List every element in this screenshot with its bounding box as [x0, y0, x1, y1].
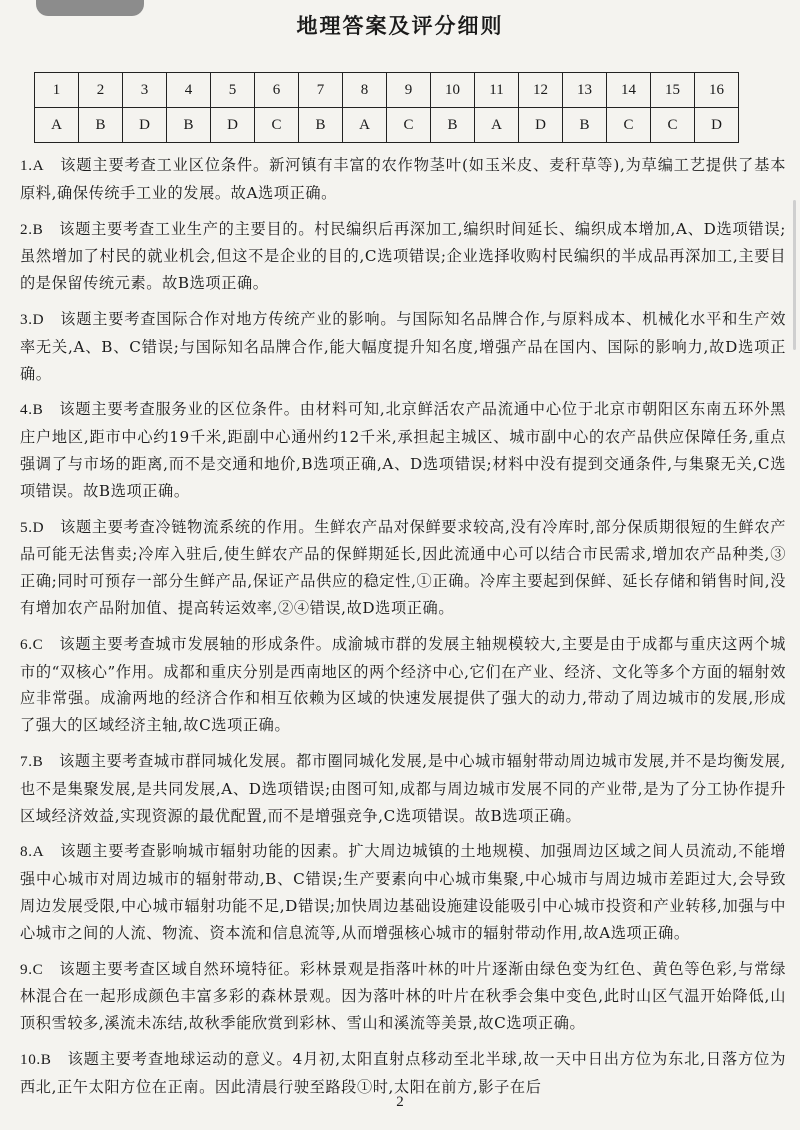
answer-cell: A — [475, 108, 519, 143]
answer-cell: C — [387, 108, 431, 143]
answer-row — [35, 108, 739, 143]
answer-item — [20, 748, 786, 829]
question-number-cell: 11 — [475, 73, 519, 108]
question-number-cell: 7 — [299, 73, 343, 108]
answer-cell: D — [211, 108, 255, 143]
answer-cell: B — [431, 108, 475, 143]
answer-cell: A — [343, 108, 387, 143]
answer-cell: C — [607, 108, 651, 143]
answer-cell: B — [299, 108, 343, 143]
answer-item — [20, 1046, 786, 1101]
page-title: 地理答案及评分细则 — [296, 14, 504, 38]
answer-cell: D — [695, 108, 739, 143]
question-number-cell: 3 — [123, 73, 167, 108]
answer-item-number: 6.C — [20, 635, 44, 653]
answer-item-text: 该题主要考查区域自然环境特征。彩林景观是指落叶林的叶片逐渐由绿色变为红色、黄色等色彩,与常绿林混合在一起形成颜色丰富多彩的森林景观。因为落叶林的叶片在秋季会集中变色,此时山区气温开始降低,山顶积雪较多,溪流未冻结,故秋季能欣赏到彩林、雪山和溪流等美景,故C选项正确。 — [20, 959, 786, 1033]
answer-cell: B — [167, 108, 211, 143]
answer-item — [20, 956, 786, 1037]
answer-cell: C — [651, 108, 695, 143]
answer-item-number: 2.B — [20, 220, 44, 238]
answer-item — [20, 216, 786, 297]
question-number-cell: 4 — [167, 73, 211, 108]
question-number-cell: 12 — [519, 73, 563, 108]
answer-cell: A — [35, 108, 79, 143]
answer-item-number: 5.D — [20, 518, 45, 536]
answer-cell: B — [563, 108, 607, 143]
answer-cell: D — [519, 108, 563, 143]
answer-explanations — [20, 152, 786, 1110]
answer-item-text: 该题主要考查城市发展轴的形成条件。成渝城市群的发展主轴规模较大,主要是由于成都与重庆这两个城市的“双核心”作用。成都和重庆分别是西南地区的两个经济中心,它们在产业、经济、文化等多个方面的辐射效应非常强。成渝两地的经济合作和相互依赖为区域的快速发展提供了强大的动力,带动了周边城市的发展,形成了强大的区域经济主轴,故C选项正确。 — [20, 634, 786, 735]
answer-cell: D — [123, 108, 167, 143]
question-number-cell: 10 — [431, 73, 475, 108]
page-number: 2 — [396, 1094, 404, 1110]
answer-item-number: 8.A — [20, 843, 45, 861]
question-number-cell: 1 — [35, 73, 79, 108]
answer-item-text: 该题主要考查工业生产的主要目的。村民编织后再深加工,编织时间延长、编织成本增加,A、D选项错误;虽然增加了村民的就业机会,但这不是企业的目的,C选项错误;企业选择收购村民编织的半成品再深加工,主要目的是保留传统元素。故B选项正确。 — [20, 219, 786, 293]
question-number-cell: 2 — [79, 73, 123, 108]
answer-cell: B — [79, 108, 123, 143]
answer-item-number: 3.D — [20, 310, 45, 328]
question-number-cell: 13 — [563, 73, 607, 108]
answer-item-number: 9.C — [20, 960, 44, 978]
question-number-cell: 6 — [255, 73, 299, 108]
answer-cell: C — [255, 108, 299, 143]
answer-item-text: 该题主要考查地球运动的意义。4月初,太阳直射点移动至北半球,故一天中日出方位为东北,日落方位为西北,正午太阳方位在正南。因此清晨行驶至路段①时,太阳在前方,影子在后 — [20, 1049, 786, 1096]
answer-item-text: 该题主要考查工业区位条件。新河镇有丰富的农作物茎叶(如玉米皮、麦秆草等),为草编工艺提供了基本原料,确保传统手工业的发展。故A选项正确。 — [20, 156, 786, 202]
answer-item — [20, 838, 786, 946]
question-number-cell: 9 — [387, 73, 431, 108]
answer-item-number: 7.B — [20, 752, 44, 770]
scrollbar[interactable] — [793, 200, 796, 350]
answer-item-text: 该题主要考查影响城市辐射功能的因素。扩大周边城镇的土地规模、加强周边区域之间人员流动,不能增强中心城市对周边城市的辐射带动,B、C错误;生产要素向中心城市集聚,中心城市与周边城市差距过大,会导致周边发展受限,中心城市辐射功能不足,D错误;加快周边基础设施建设能吸引中心城市投资和产业转移,加强与中心城市之间的人流、物流、资本流和信息流等,从而增强核心城市的辐射带动作用,故A选项正确。 — [20, 842, 786, 942]
question-number-cell: 8 — [343, 73, 387, 108]
answer-item — [20, 514, 786, 622]
answer-item-number: 10.B — [20, 1050, 52, 1068]
answer-item — [20, 396, 786, 504]
answer-item — [20, 306, 786, 387]
answer-item-text: 该题主要考查冷链物流系统的作用。生鲜农产品对保鲜要求较高,没有冷库时,部分保质期很短的生鲜农产品可能无法售卖;冷库入驻后,使生鲜农产品的保鲜期延长,因此流通中心可以结合市民需求,增加农产品种类,③正确;同时可预存一部分生鲜产品,保证产品供应的稳定性,①正确。冷库主要起到保鲜、延长存储和销售时间,没有增加农产品附加值、提高转运效率,②④错误,故D选项正确。 — [20, 517, 786, 617]
question-number-cell: 14 — [607, 73, 651, 108]
answer-key-table — [34, 72, 739, 143]
answer-item-text: 该题主要考查城市群同城化发展。都市圈同城化发展,是中心城市辐射带动周边城市发展,并不是均衡发展,也不是集聚发展,是共同发展,A、D选项错误;由图可知,成都与周边城市发展不同的产业带,是为了分工协作提升区域经济效益,实现资源的最优配置,而不是增强竞争,C选项错误。故B选项正确。 — [20, 751, 786, 825]
answer-item-number: 4.B — [20, 401, 44, 419]
answer-item-text: 该题主要考查国际合作对地方传统产业的影响。与国际知名品牌合作,与原料成本、机械化水平和生产效率无关,A、B、C错误;与国际知名品牌合作,能大幅度提升知名度,增强产品在国内、国际的影响力,故D选项正确。 — [20, 309, 786, 383]
answer-item-number: 1.A — [20, 157, 45, 174]
question-number-cell: 15 — [651, 73, 695, 108]
answer-item-text: 该题主要考查服务业的区位条件。由材料可知,北京鲜活农产品流通中心位于北京市朝阳区东南五环外黑庄户地区,距市中心约19千米,距副中心通州约12千米,承担起主城区、城市副中心的农产品供应保障任务,重点强调了与市场的距离,而不是交通和地价,B选项正确,A、D选项错误;材料中没有提到交通条件,与集聚无关,C选项错误。故B选项正确。 — [20, 400, 786, 500]
question-number-row — [35, 73, 739, 108]
question-number-cell: 16 — [695, 73, 739, 108]
answer-item — [20, 152, 786, 207]
question-number-cell: 5 — [211, 73, 255, 108]
answer-item — [20, 631, 786, 739]
